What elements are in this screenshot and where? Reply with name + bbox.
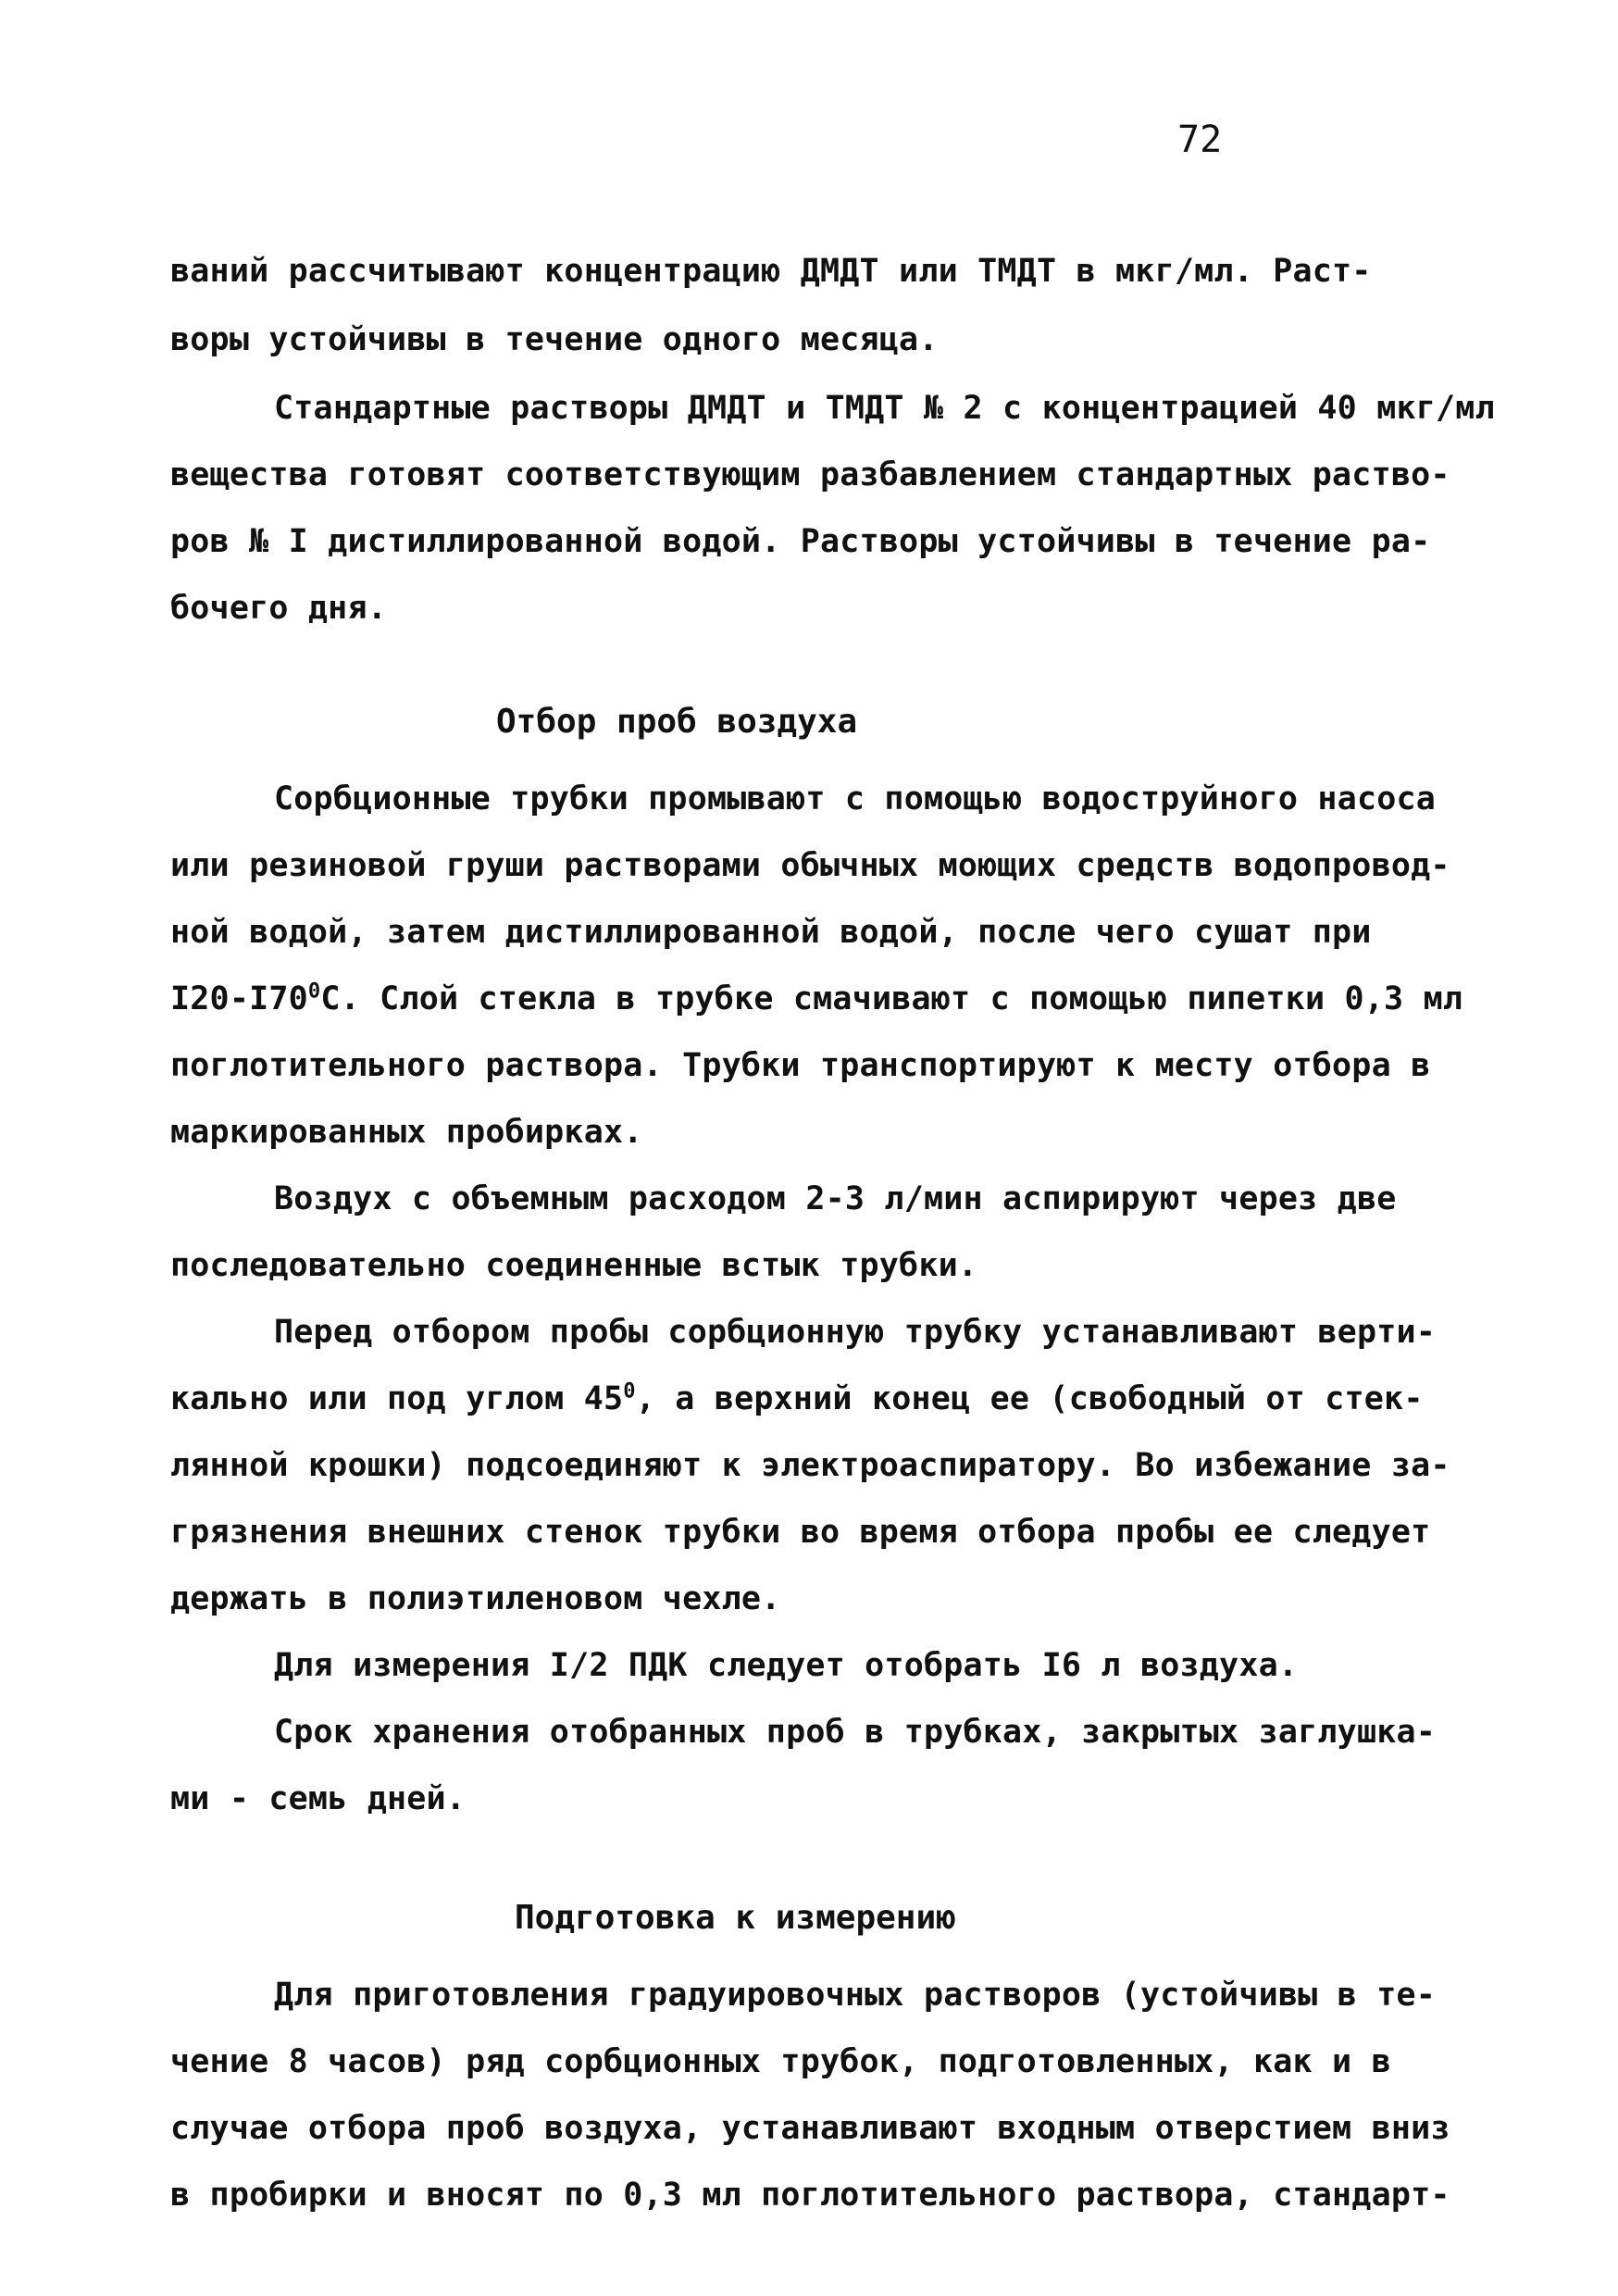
text-line: чение 8 часов) ряд сорбционных трубок, подготовленных, как и в [170, 2043, 1391, 2080]
page-number: 72 [1177, 119, 1223, 161]
text-line: воры устойчивы в течение одного месяца. [170, 321, 939, 358]
text-line: случае отбора проб воздуха, устанавливают входным отверстием вниз [170, 2110, 1450, 2147]
text-line: поглотительного раствора. Трубки транспортируют к месту отбора в [170, 1047, 1431, 1084]
text-line: Стандартные растворы ДМДТ и ТМДТ № 2 с концентрацией 40 мкг/мл [274, 390, 1495, 427]
text-line: ми - семь дней. [170, 1780, 467, 1817]
text-line: $I20-I70^0С$. Слой стекла в трубке смачивают с помощью пипетки 0,3 мл [170, 980, 1463, 1017]
text-line: или резиновой груши растворами обычных моющих средств водопровод- [170, 847, 1450, 884]
text-line: кально или под углом $45^0$, а верхний конец ее (свободный от стек- [170, 1379, 1424, 1417]
text-line: в пробирки и вносят по 0,3 мл поглотительного раствора, стандарт- [170, 2177, 1450, 2214]
text-line: грязнения внешних стенок трубки во время отбора пробы ее следует [170, 1514, 1431, 1551]
text-line: Воздух с объемным расходом 2-3 л/мин аспирируют через две [274, 1180, 1397, 1217]
text-line: Срок хранения отобранных проб в трубках, закрытых заглушка- [274, 1714, 1437, 1751]
text-line: держать в полиэтиленовом чехле. [170, 1580, 781, 1617]
section-heading: Подготовка к измерению [515, 1899, 956, 1937]
text-line: последовательно соединенные встык трубки. [170, 1247, 978, 1284]
text-line: ваний рассчитывают концентрацию ДМДТ или ТМДТ в мкг/мл. Раст- [170, 253, 1372, 290]
text-line: Перед отбором пробы сорбционную трубку устанавливают верти- [274, 1314, 1437, 1351]
text-line: ной водой, затем дистиллированной водой, после чего сушат при [170, 914, 1372, 951]
text-line: Для измерения I/2 ПДК следует отобрать I6 л воздуха. [274, 1647, 1299, 1684]
text-line: ров № I дистиллированной водой. Растворы устойчивы в течение ра- [170, 523, 1431, 560]
text-line: вещества готовят соответствующим разбавлением стандартных раство- [170, 456, 1450, 493]
section-heading: Отбор проб воздуха [496, 703, 858, 741]
text-line: лянной крошки) подсоединяют к электроаспиратору. Во избежание за- [170, 1447, 1450, 1484]
text-line: Для приготовления градуировочных растворов (устойчивы в те- [274, 1977, 1437, 2014]
text-line: Сорбционные трубки промывают с помощью водоструйного насоса [274, 780, 1437, 817]
text-line: маркированных пробирках. [170, 1114, 643, 1151]
text-line: бочего дня. [170, 590, 387, 627]
